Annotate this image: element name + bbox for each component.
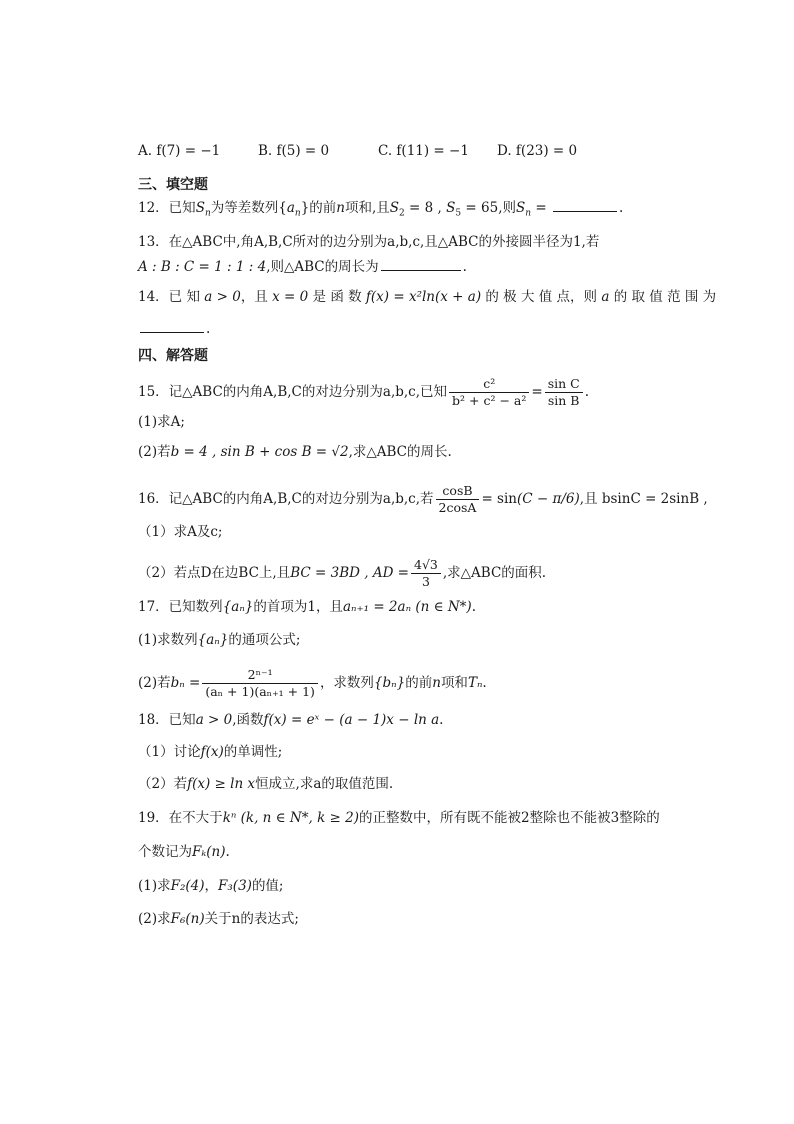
question-18: 18．已知a > 0,函数f(x) = eˣ − (a − 1)x − ln a.: [138, 712, 444, 728]
section-title-fill-in: 三、填空题: [138, 177, 208, 193]
fraction-17: $\frac{\text{2ⁿ⁻¹}}{\text{(aₙ + 1)(aₙ₊₁ + 1)}}$: [202, 667, 318, 700]
fraction-15a: $\frac{\text{c²}}{\text{b² + c² − a²}}$: [449, 376, 529, 409]
fraction-15b: $\frac{\text{sin C}}{\text{sin B}}$: [545, 376, 583, 409]
question-15: 15．记△ABC的内角A,B,C的对边分别为a,b,c,已知 $\frac{\text{c²}}{\text{b² + c² − a²}}$ = $\frac{\text{sin C}}{\text{sin B}}$ .: [138, 376, 589, 408]
question-15-part2: (2)若b = 4 , sin B + cos B = √2,求△ABC的周长.: [138, 444, 452, 460]
question-14-line2: .: [138, 318, 210, 339]
fraction-16a: $\frac{\cos B}{2\cos A}$: [436, 483, 480, 516]
question-19-part2: (2)求F₆(n)关于n的表达式;: [138, 911, 299, 927]
question-16-part1: （1）求A及c;: [138, 524, 223, 540]
question-19-line1: 19．在不大于kⁿ (k, n ∈ N*, k ≥ 2)的正整数中，所有既不能被2整除也不能被3整除的: [138, 810, 660, 826]
question-13-line1: 13．在△ABC中,角A,B,C所对的边分别为a,b,c,且△ABC的外接圆半径为1,若: [138, 234, 600, 250]
option-d: D. f(23) = 0: [497, 143, 578, 159]
answer-blank-14[interactable]: [140, 318, 204, 333]
question-18-part1: （1）讨论f(x)的单调性;: [138, 744, 283, 760]
answer-blank-12[interactable]: [553, 197, 617, 212]
question-19-part1: (1)求F₂(4)，F₃(3)的值;: [138, 878, 284, 894]
option-c: C. f(11) = −1: [378, 143, 469, 159]
question-17: 17．已知数列{aₙ}的首项为1，且aₙ₊₁ = 2aₙ (n ∈ N*).: [138, 599, 476, 615]
fraction-16b: $\frac{4√3}{3}$: [411, 557, 441, 590]
question-17-part1: (1)求数列{aₙ}的通项公式;: [138, 632, 301, 648]
question-14-line1: 14．已 知 a > 0，且 x = 0 是 函 数 f(x) = x²ln(x + a) 的 极 大 值 点，则 a 的 取 值 范 围 为: [138, 289, 717, 305]
question-18-part2: （2）若f(x) ≥ ln x恒成立,求a的取值范围.: [138, 776, 394, 792]
option-a: A. f(7) = −1: [138, 143, 221, 159]
section-title-solve: 四、解答题: [138, 348, 208, 364]
question-16: 16．记△ABC的内角A,B,C的对边分别为a,b,c,若 $\frac{\cos B}{2\cos A}$ = sin(C − π/6),且 bsinC = 2sinB ,: [138, 483, 708, 515]
question-19-line2: 个数记为Fₖ(n).: [138, 844, 230, 860]
option-b: B. f(5) = 0: [258, 143, 330, 159]
question-15-part1: (1)求A;: [138, 414, 185, 430]
question-12: 12．已知$S_n$为等差数列$\{a_n\}$的前n项和,且$S_2 = 8$ , $S_5 = 65$,则$S_n$ = .: [138, 197, 623, 224]
answer-blank-13[interactable]: [381, 256, 461, 271]
question-16-part2: （2）若点D在边BC上,且BC = 3BD , AD = $\frac{4√3}{3}$ ,求△ABC的面积.: [138, 557, 547, 589]
question-13-line2: A : B : C = 1 : 1 : 4,则△ABC的周长为 .: [138, 256, 467, 277]
question-17-part2: (2)若bₙ = $\frac{\text{2ⁿ⁻¹}}{\text{(aₙ + 1)(aₙ₊₁ + 1)}}$ ，求数列{bₙ}的前n项和Tₙ.: [138, 667, 487, 699]
